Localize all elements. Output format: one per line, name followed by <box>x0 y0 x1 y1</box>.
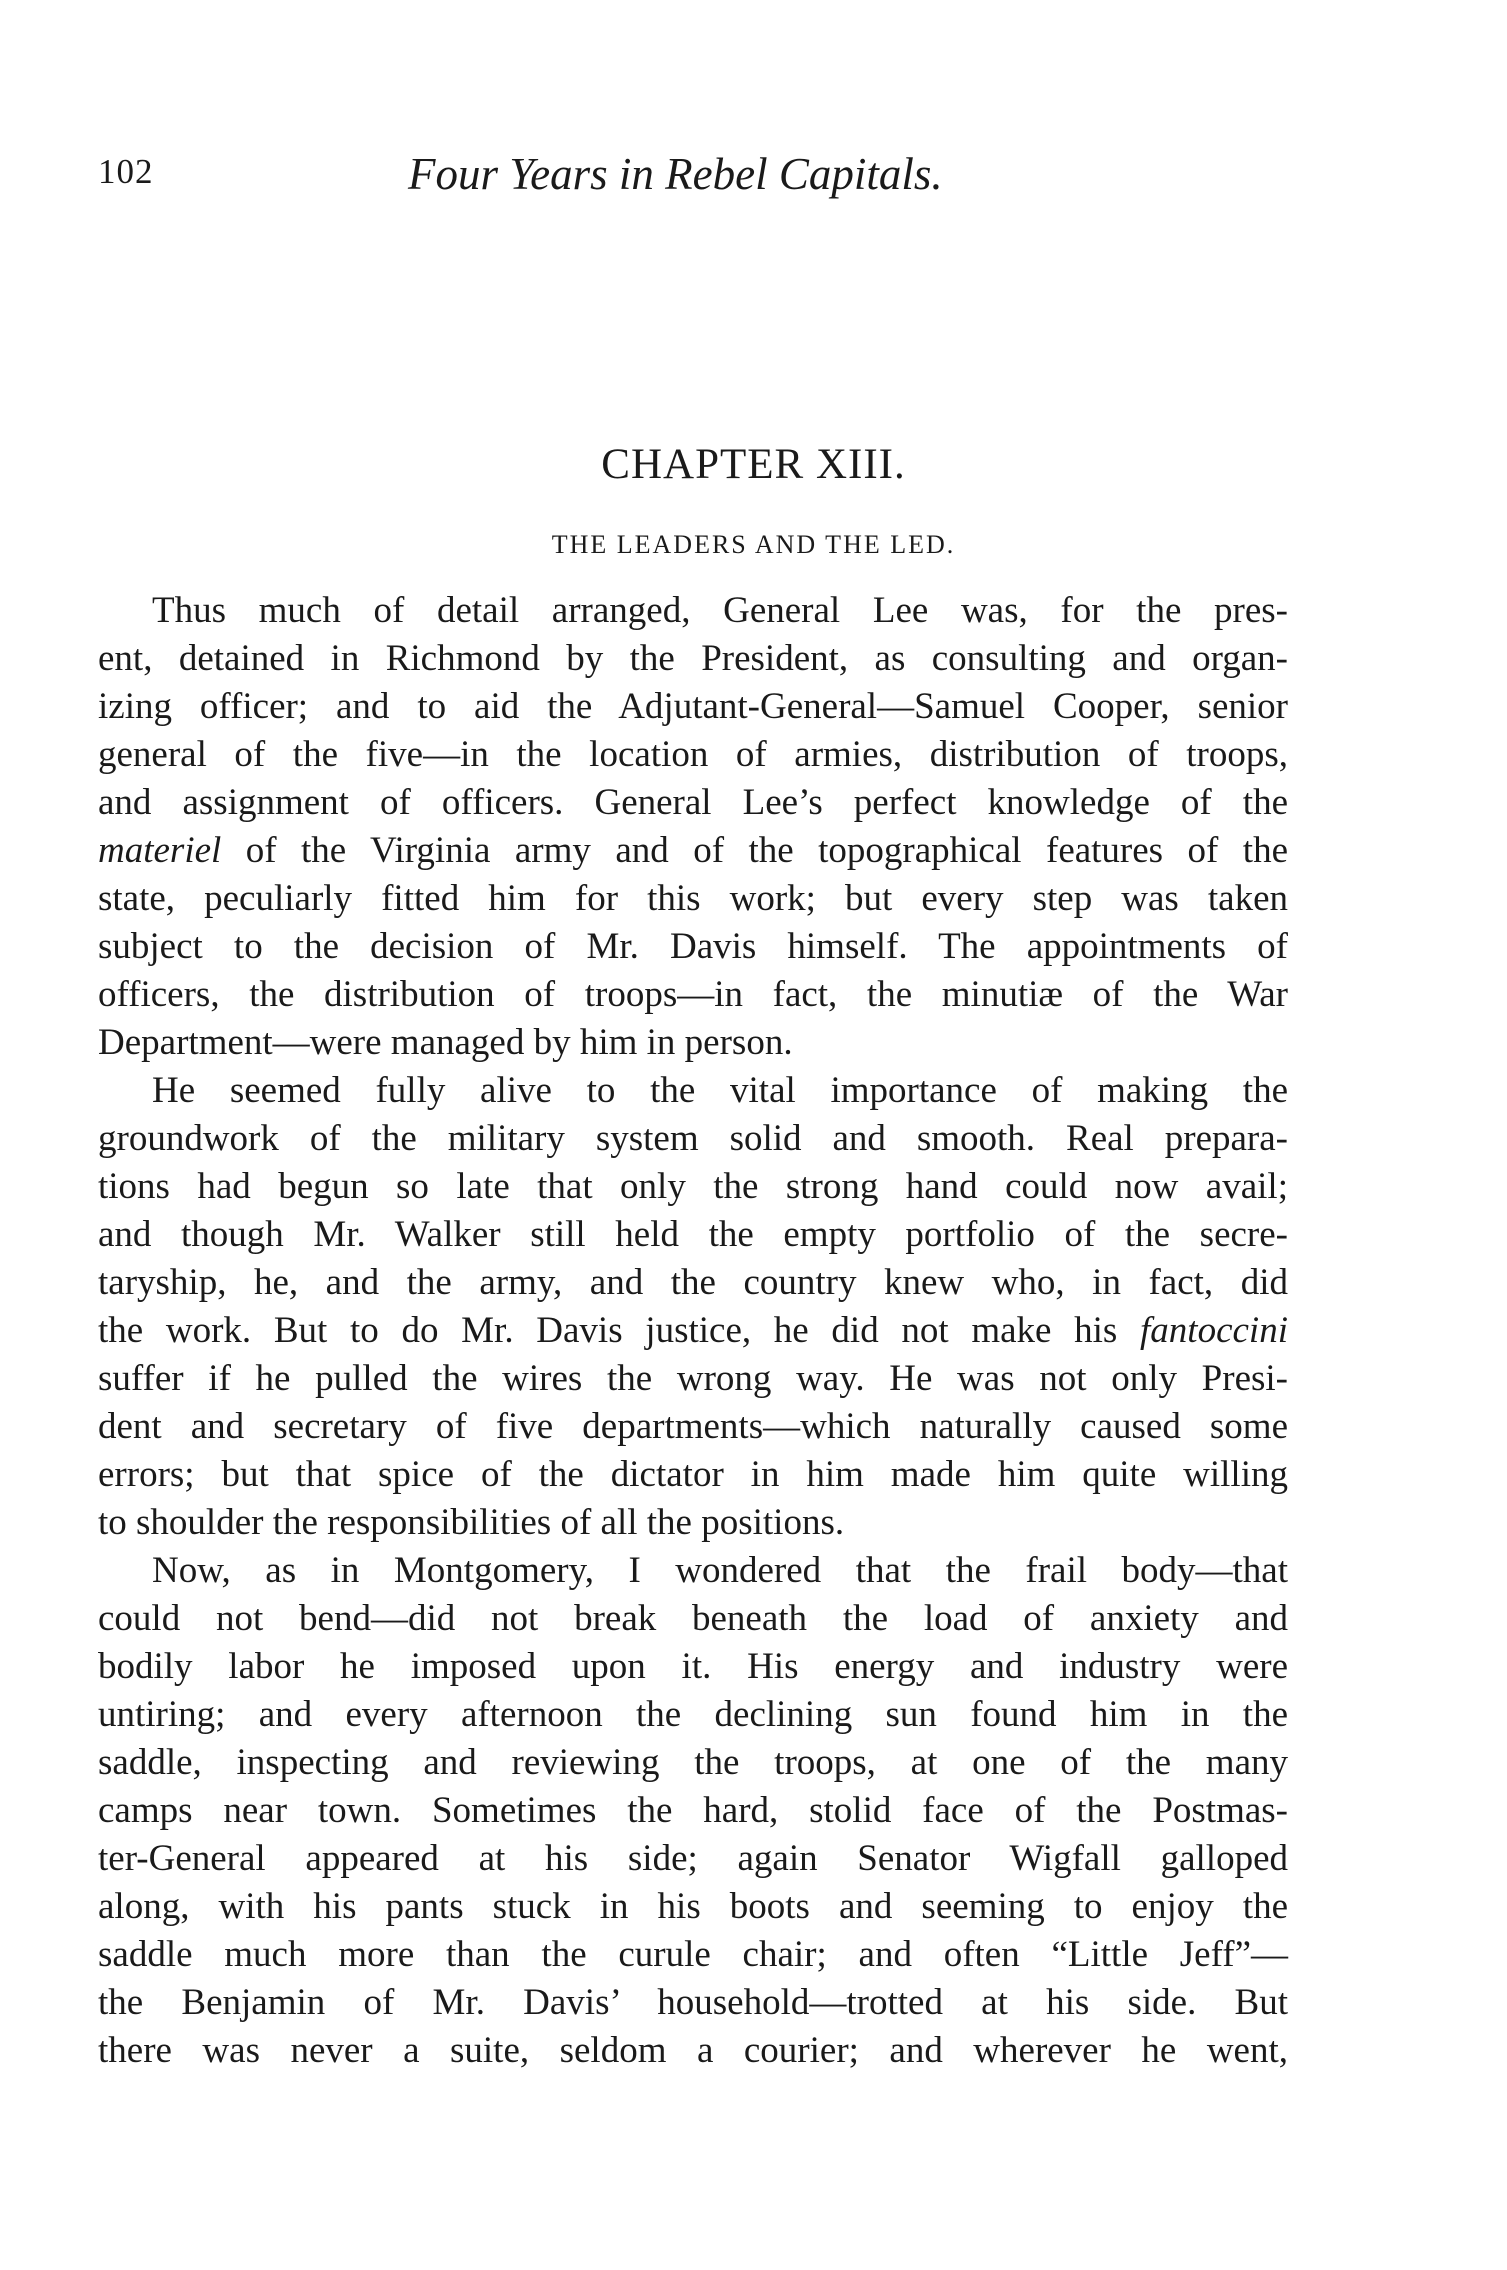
italic-term: fantoccini <box>1140 1310 1288 1351</box>
text-line: Department—were managed by him in person. <box>98 1022 793 1063</box>
text-line: subject to the decision of Mr. Davis himself. The appointments of <box>98 926 1288 967</box>
text-line: the Benjamin of Mr. Davis’ household—trotted at his side. But <box>98 1982 1288 2023</box>
text-line: suffer if he pulled the wires the wrong way. He was not only Presi- <box>98 1358 1288 1399</box>
text-line: along, with his pants stuck in his boots and seeming to enjoy the <box>98 1886 1288 1927</box>
text-line: Thus much of detail arranged, General Lee was, for the pres- <box>152 590 1288 631</box>
text-line: tions had begun so late that only the strong hand could now avail; <box>98 1166 1288 1207</box>
text-line: ent, detained in Richmond by the President, as consulting and organ- <box>98 638 1288 679</box>
text-line: izing officer; and to aid the Adjutant-General—Samuel Cooper, senior <box>98 686 1288 727</box>
text-line: there was never a suite, seldom a courier; and wherever he went, <box>98 2030 1288 2071</box>
text-line: state, peculiarly fitted him for this work; but every step was taken <box>98 878 1288 919</box>
text-line: groundwork of the military system solid and smooth. Real prepara- <box>98 1118 1288 1159</box>
text-line: saddle much more than the curule chair; and often “Little Jeff”— <box>98 1934 1288 1975</box>
text-line <box>98 1307 1288 1355</box>
paragraph-1 <box>98 587 1288 1067</box>
text-run: the work. But to do Mr. Davis justice, he did not make his <box>98 1310 1141 1351</box>
text-line: He seemed fully alive to the vital importance of making the <box>152 1070 1288 1111</box>
text-line: bodily labor he imposed upon it. His energy and industry were <box>98 1646 1288 1687</box>
body-text <box>98 587 1288 2075</box>
text-line: could not bend—did not break beneath the load of anxiety and <box>98 1598 1288 1639</box>
text-line: general of the five—in the location of armies, distribution of troops, <box>98 734 1288 775</box>
text-line: to shoulder the responsibilities of all the positions. <box>98 1502 845 1543</box>
text-line: and assignment of officers. General Lee’s perfect knowledge of the <box>98 782 1288 823</box>
text-line <box>98 827 1288 875</box>
text-line: camps near town. Sometimes the hard, stolid face of the Postmas- <box>98 1790 1288 1831</box>
page-number: 102 <box>98 152 154 191</box>
chapter-heading: CHAPTER XIII. <box>601 441 906 488</box>
text-line: untiring; and every afternoon the declining sun found him in the <box>98 1694 1288 1735</box>
running-header <box>98 149 1284 212</box>
paragraph-2 <box>98 1067 1288 1547</box>
text-line: ter-General appeared at his side; again Senator Wigfall galloped <box>98 1838 1288 1879</box>
text-line: dent and secretary of five departments—which naturally caused some <box>98 1406 1288 1447</box>
text-line: taryship, he, and the army, and the country knew who, in fact, did <box>98 1262 1288 1303</box>
text-line: saddle, inspecting and reviewing the troops, at one of the many <box>98 1742 1288 1783</box>
italic-term: materiel <box>98 830 222 871</box>
text-line: Now, as in Montgomery, I wondered that the frail body—that <box>152 1550 1288 1591</box>
paragraph-3 <box>98 1547 1288 2075</box>
text-line: errors; but that spice of the dictator in him made him quite willing <box>98 1454 1288 1495</box>
chapter-subtitle: THE LEADERS AND THE LED. <box>551 530 956 559</box>
text-line: officers, the distribution of troops—in fact, the minutiæ of the War <box>98 974 1288 1015</box>
running-title: Four Years in Rebel Capitals. <box>408 149 943 199</box>
text-line: and though Mr. Walker still held the empty portfolio of the secre- <box>98 1214 1288 1255</box>
text-run: of the Virginia army and of the topographical features of the <box>221 830 1288 871</box>
